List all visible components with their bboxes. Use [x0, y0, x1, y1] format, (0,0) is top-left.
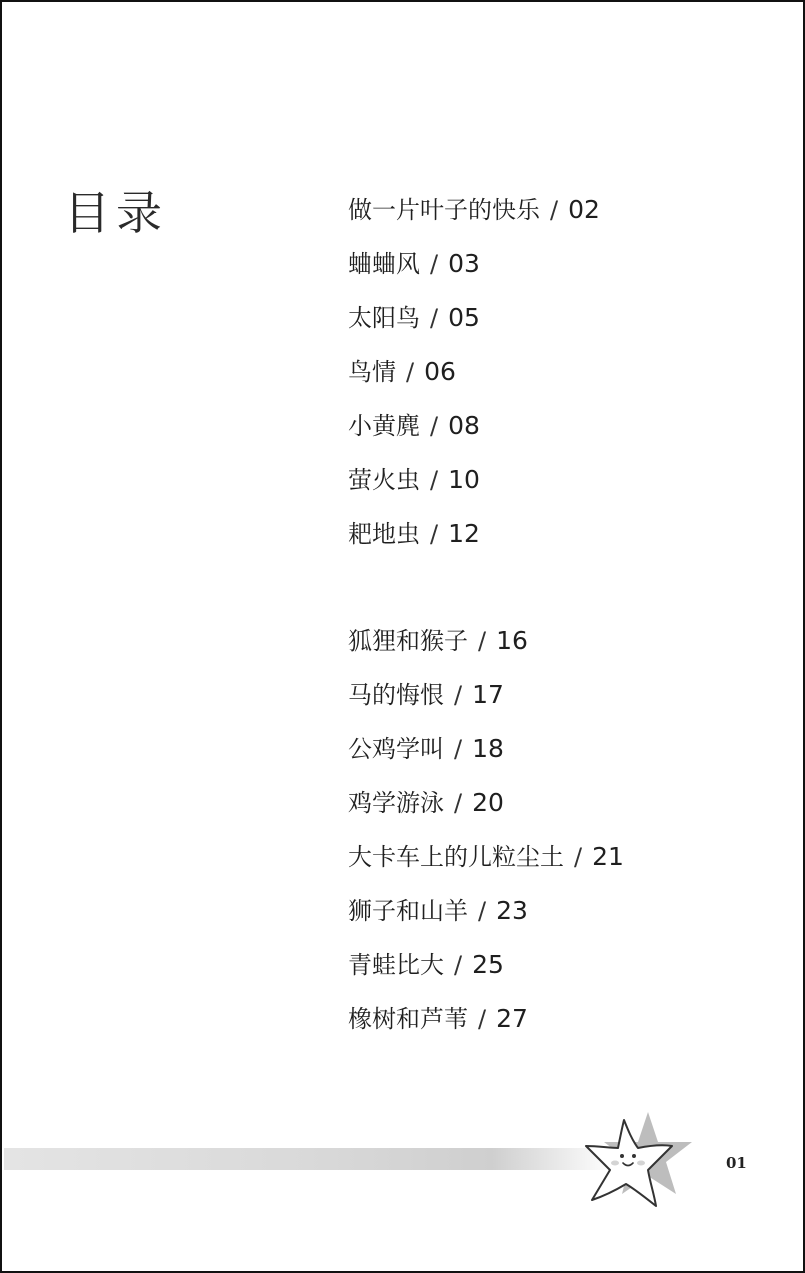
toc-entry[interactable]: [348, 248, 624, 302]
toc-entry-page: 20: [472, 788, 504, 817]
toc-entry[interactable]: [348, 625, 624, 679]
toc-entry[interactable]: [348, 787, 624, 841]
toc-entry-title: 小黄麂: [348, 412, 420, 440]
toc-entry-title: 太阳鸟: [348, 304, 420, 332]
toc-entry-title: 鸟情: [348, 358, 396, 386]
smiling-star-icon: [582, 1106, 702, 1216]
toc-entry-page: 27: [496, 1004, 528, 1033]
toc-entry-page: 23: [496, 896, 528, 925]
toc-entry[interactable]: [348, 679, 624, 733]
toc-entry[interactable]: [348, 518, 624, 572]
toc-entry-title: 萤火虫: [348, 466, 420, 494]
toc-separator: /: [478, 627, 487, 655]
toc-entry-page: 18: [472, 734, 504, 763]
toc-entry[interactable]: [348, 895, 624, 949]
toc-entry-title: 鸡学游泳: [348, 789, 444, 817]
toc-entry[interactable]: [348, 1003, 624, 1057]
toc-entry-title: 马的悔恨: [348, 681, 444, 709]
toc-entry[interactable]: [348, 733, 624, 787]
toc-separator: /: [454, 735, 463, 763]
toc-entry-title: 蛐蛐风: [348, 250, 420, 278]
toc-entry-page: 08: [448, 411, 480, 440]
toc-entry-title: 青蛙比大: [348, 951, 444, 979]
toc-entry-title: 橡树和芦苇: [348, 1005, 468, 1033]
toc-separator: /: [550, 196, 559, 224]
toc-entry-title: 做一片叶子的快乐: [348, 196, 540, 224]
page-number: 01: [726, 1154, 747, 1172]
table-of-contents: [348, 194, 624, 1057]
toc-entry-page: 02: [568, 195, 600, 224]
toc-entry-title: 耙地虫: [348, 520, 420, 548]
toc-separator: /: [430, 304, 439, 332]
toc-entry-title: 狮子和山羊: [348, 897, 468, 925]
page-title: 目录: [64, 186, 168, 240]
toc-separator: /: [430, 412, 439, 440]
toc-entry-title: 公鸡学叫: [348, 735, 444, 763]
toc-entry-page: 21: [592, 842, 624, 871]
toc-entry[interactable]: [348, 841, 624, 895]
footer-decorative-band: [4, 1148, 614, 1170]
toc-separator: /: [478, 1005, 487, 1033]
toc-separator: /: [406, 358, 415, 386]
toc-separator: /: [430, 250, 439, 278]
toc-entry[interactable]: [348, 410, 624, 464]
toc-entry[interactable]: [348, 949, 624, 1003]
toc-entry-page: 06: [424, 357, 456, 386]
toc-separator: /: [430, 520, 439, 548]
toc-entry-page: 10: [448, 465, 480, 494]
toc-separator: /: [454, 789, 463, 817]
toc-entry[interactable]: [348, 302, 624, 356]
toc-separator: /: [478, 897, 487, 925]
toc-entry[interactable]: [348, 464, 624, 518]
toc-entry-title: 狐狸和猴子: [348, 627, 468, 655]
toc-entry-page: 05: [448, 303, 480, 332]
toc-entry-page: 25: [472, 950, 504, 979]
toc-entry[interactable]: [348, 194, 624, 248]
toc-separator: /: [454, 951, 463, 979]
toc-entry-page: 16: [496, 626, 528, 655]
toc-separator: /: [574, 843, 583, 871]
toc-separator: /: [430, 466, 439, 494]
toc-entry-page: 03: [448, 249, 480, 278]
toc-entry-page: 17: [472, 680, 504, 709]
toc-separator: /: [454, 681, 463, 709]
toc-entry-title: 大卡车上的儿粒尘土: [348, 843, 564, 871]
toc-entry[interactable]: [348, 356, 624, 410]
toc-entry-page: 12: [448, 519, 480, 548]
